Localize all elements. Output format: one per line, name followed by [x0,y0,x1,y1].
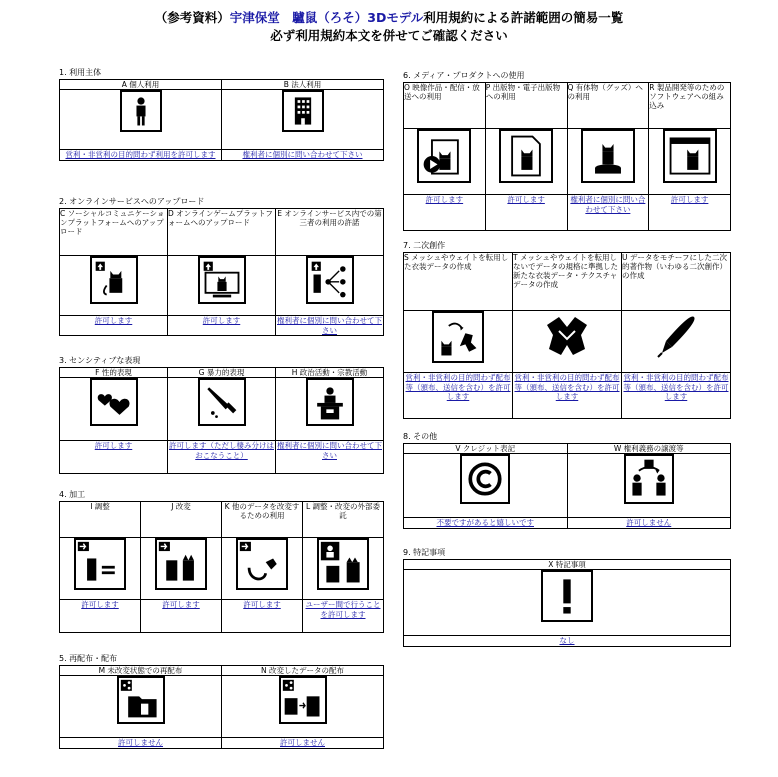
section-usage-subject [59,67,384,161]
section-sensitive [59,355,384,474]
figure-icon [567,129,649,195]
status-text: 許可しません [567,518,731,529]
modify-icon [141,538,222,600]
title-product: 宇津保堂 驢鼠（ろそ）3Dモデル [229,10,424,25]
license-table [59,367,384,474]
item-label: Q 有体物（グッズ）への利用 [567,83,649,129]
item-label: I 調整 [60,502,141,538]
status-text: 許可します [222,600,303,633]
section-special-notes [403,547,731,647]
license-table [59,79,384,161]
item-label: W 権利義務の譲渡等 [567,444,731,454]
status-text: 権利者に個別に問い合わせて下さい [567,195,649,231]
license-table [59,665,384,749]
item-label: G 暴力的表現 [168,368,276,378]
status-text: 営利・非営利の目的問わず利用を許可します [60,150,222,161]
status-text: 許可します [404,195,486,231]
mesh-icon [404,311,513,373]
item-label: M 未改変状態での再配布 [60,666,222,676]
item-label: B 法人利用 [222,80,384,90]
section-redistribution [59,653,384,749]
section-title: 4. 加工 [59,490,86,499]
item-label: V クレジット表記 [404,444,568,454]
item-label: D オンラインゲームプラットフォームへのアップロード [168,209,276,256]
item-label: T メッシュやウェイトを転用しないでデータの規格に準拠した新たな衣装データ・テクスチャデータの作成 [513,253,622,311]
item-label: F 性的表現 [60,368,168,378]
section-media-product [403,70,731,231]
section-title: 6. メディア・プロダクトへの使用 [403,71,525,80]
status-text: 許可します（ただし棲み分けはおこなうこと） [168,441,276,474]
upload-monitor-cat-icon [168,256,276,316]
copyright-icon [404,454,568,518]
license-table [403,559,731,647]
section-title: 5. 再配布・配布 [59,654,118,663]
item-label: C ソーシャルコミュニケーションプラットフォームへのアップロード [60,209,168,256]
transfer-icon [567,454,731,518]
status-text: 許可します [168,316,276,336]
hearts-icon [60,378,168,441]
status-text: 許可します [60,441,168,474]
outsource-icon [303,538,384,600]
section-title: 2. オンラインサービスへのアップロード [59,197,205,206]
knife-icon [168,378,276,441]
status-text: 許可します [141,600,222,633]
redistribute-icon [60,676,222,738]
license-table [59,208,384,336]
section-other [403,431,731,529]
upload-cat-icon [60,256,168,316]
section-title: 8. その他 [403,432,438,441]
item-label: N 改変したデータの配布 [222,666,384,676]
item-label: L 調整・改変の外部委託 [303,502,384,538]
item-label: S メッシュやウェイトを転用した衣装データの作成 [404,253,513,311]
item-label: P 出版物・電子出版物への利用 [485,83,567,129]
building-icon [222,90,384,150]
item-label: R 製品開発等のためのソフトウェアへの組み込み [649,83,731,129]
section-processing [59,489,384,633]
tail-icon [222,538,303,600]
status-text: 許可しません [60,738,222,749]
status-text: 許可します [60,316,168,336]
costume-icon [513,311,622,373]
status-text: 許可しません [222,738,384,749]
status-text: 許可します [649,195,731,231]
status-text: 許可します [60,600,141,633]
item-label: E オンラインサービス内での第三者の利用の許諾 [276,209,384,256]
video-icon [404,129,486,195]
publication-icon [485,129,567,195]
adjust-icon [60,538,141,600]
section-title: 7. 二次創作 [403,241,446,250]
license-table [403,252,731,419]
item-label: X 特記事項 [404,560,731,570]
page-title [0,9,778,26]
section-title: 3. センシティブな表現 [59,356,141,365]
item-label: U データをモチーフにした二次的著作物（いわゆる二次創作）の作成 [622,253,731,311]
item-label: A 個人利用 [60,80,222,90]
status-text: 営利・非営利の目的問わず配布等（頒布、送信を含む）を許可します [404,373,513,419]
distribute-modified-icon [222,676,384,738]
item-label: J 改変 [141,502,222,538]
title-prefix: （参考資料） [154,10,230,25]
status-text: 権利者に個別に問い合わせて下さい [277,316,382,335]
status-text: 権利者に個別に問い合わせて下さい [222,150,384,161]
status-text: 営利・非営利の目的問わず配布等（頒布、送信を含む）を許可します [513,373,622,419]
section-title: 1. 利用主体 [59,68,102,77]
page-subtitle: 必ず利用規約本文を併せてご確認ください [270,28,508,43]
status-text: 営利・非営利の目的問わず配布等（頒布、送信を含む）を許可します [622,373,731,419]
podium-icon [276,378,384,441]
status-text: 不要ですがあると嬉しいです [404,518,568,529]
item-label: H 政治活動・宗教活動 [276,368,384,378]
license-table [59,501,384,633]
pen-icon [622,311,731,373]
exclamation-icon [404,570,731,636]
status-text: 権利者に個別に問い合わせて下さい [276,441,384,474]
status-text: 許可します [485,195,567,231]
section-derivative [403,240,731,419]
status-text: ユーザー間で行うことを許可します [303,600,384,633]
item-label: K 他のデータを改変するための利用 [222,502,303,538]
status-text: なし [404,636,731,647]
software-icon [649,129,731,195]
section-online-upload [59,196,384,336]
title-suffix: 利用規約による許諾範囲の簡易一覧 [423,10,624,25]
section-title: 9. 特記事項 [403,548,446,557]
license-table [403,82,731,231]
share-users-icon [276,256,384,316]
license-table [403,443,731,529]
item-label: O 映像作品・配信・放送への利用 [404,83,486,129]
person-icon [60,90,222,150]
